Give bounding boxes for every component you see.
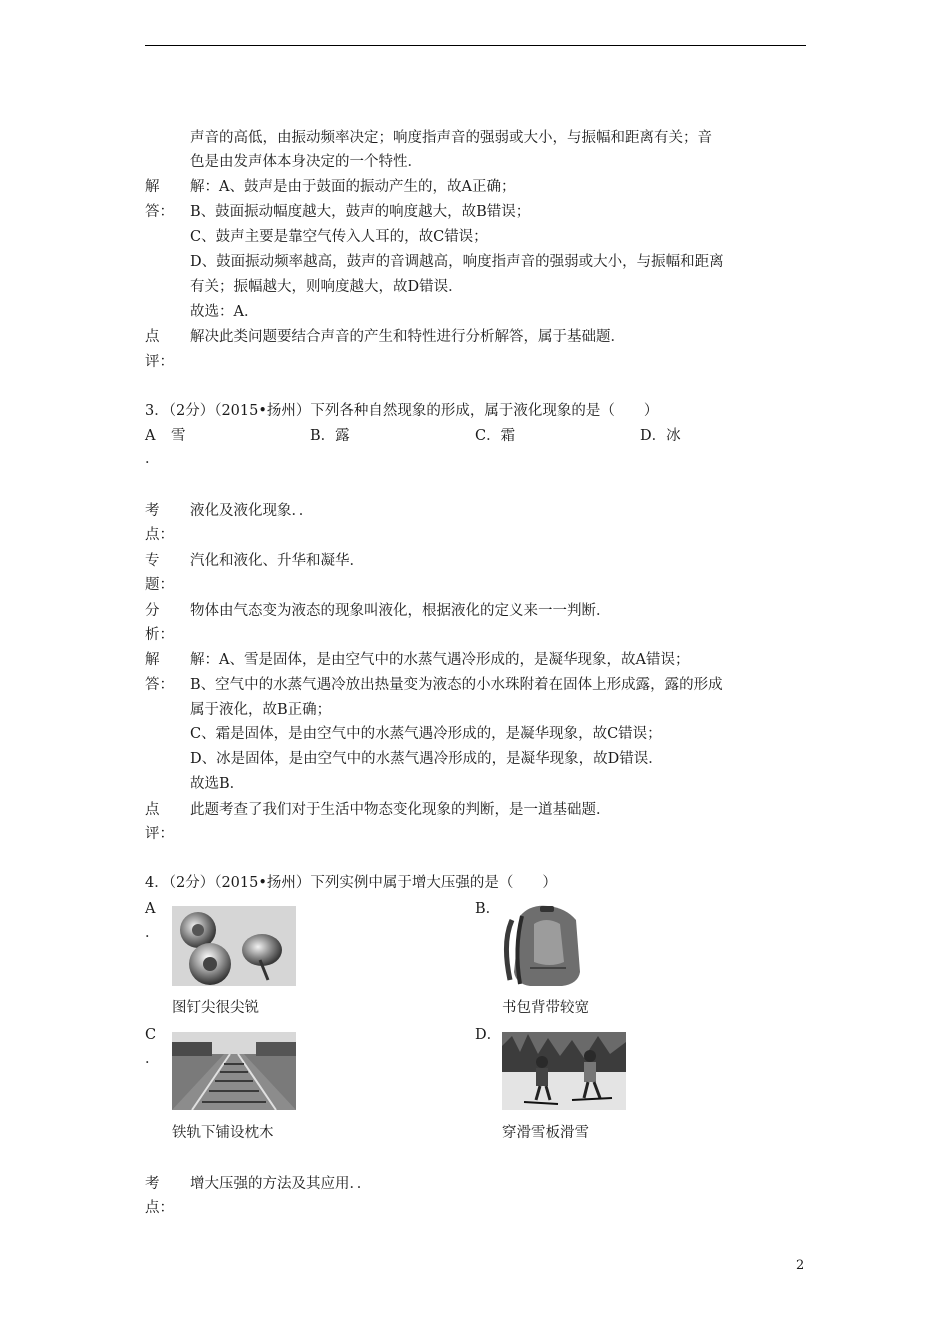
- q4-option-d-caption: 穿滑雪板滑雪: [502, 1125, 589, 1141]
- q4-option-d-letter: D．: [475, 1027, 502, 1043]
- q2-solution-label-1: 解: [145, 179, 160, 195]
- q3-option-b: B．露: [310, 428, 350, 444]
- q4-stem: 4．（2分）（2015•扬州）下列实例中属于增大压强的是（ ）: [145, 875, 557, 891]
- thumbtack-image: [172, 906, 296, 986]
- q4-option-c-letter: C: [145, 1027, 157, 1043]
- q4-option-a-dot: ．: [145, 925, 160, 941]
- header-rule: [145, 45, 806, 46]
- q3-option-a-dot: ．: [145, 451, 160, 467]
- railway-track-image: [172, 1032, 296, 1110]
- q4-option-c-dot: ．: [145, 1051, 160, 1067]
- backpack-image: [500, 902, 592, 990]
- q2-comment-label-1: 点: [145, 329, 160, 345]
- q4-option-a-letter: A: [145, 901, 156, 917]
- q4-option-a-caption: 图钉尖很尖锐: [172, 1000, 259, 1016]
- page-number: 2: [796, 1258, 805, 1273]
- q3-option-a-text: 雪: [171, 428, 186, 444]
- q4-option-b-letter: B．: [475, 901, 501, 917]
- q2-solution-label-2: 答：: [145, 204, 174, 220]
- q3-option-c: C．霜: [475, 428, 516, 444]
- q3-stem: 3．（2分）（2015•扬州）下列各种自然现象的形成，属于液化现象的是（ ）: [145, 403, 659, 419]
- skiing-image: [502, 1032, 626, 1110]
- q3-option-d: D．冰: [640, 428, 681, 444]
- q2-comment-label-2: 评：: [145, 354, 174, 370]
- q3-option-a-letter: A: [145, 428, 156, 444]
- q4-option-b-caption: 书包背带较宽: [502, 1000, 589, 1016]
- q4-option-c-caption: 铁轨下铺设枕木: [172, 1125, 274, 1141]
